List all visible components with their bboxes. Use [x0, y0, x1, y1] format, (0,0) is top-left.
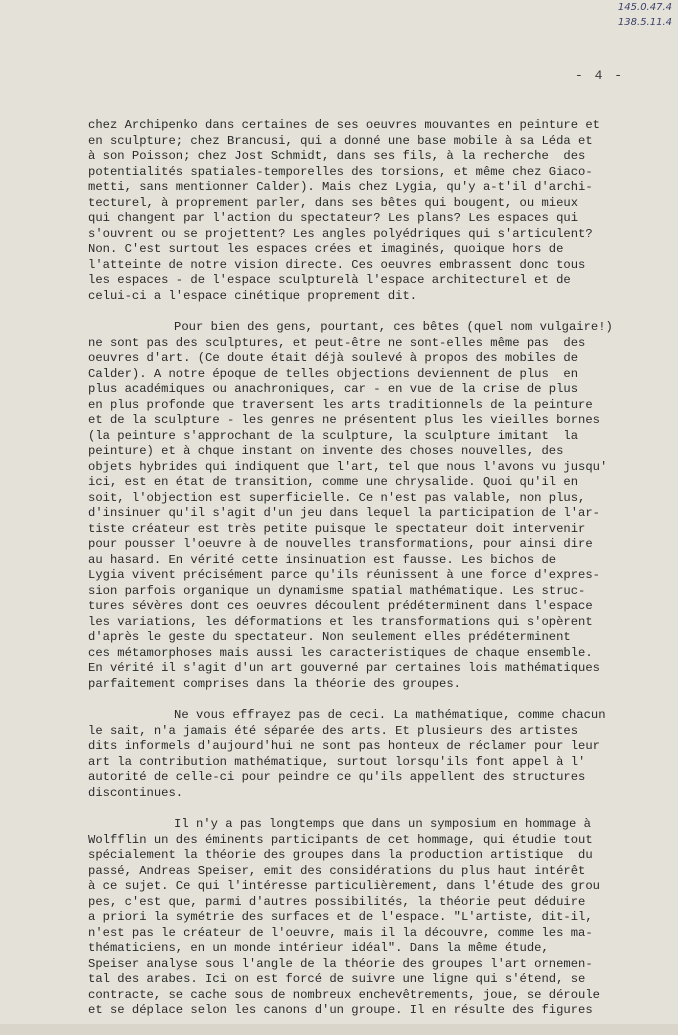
document-body [88, 118, 656, 1035]
archive-ref-line: 145.0.47.4 [617, 2, 672, 13]
text-line: ici, est en état de transition, comme une chrysalide. Quoi qu'il en [88, 475, 579, 489]
text-line: au hasard. En vérité cette insinuation est fausse. Les bichos de [88, 552, 557, 567]
text-line: sion parfois organique un dynamisme spatial mathématique. Les struc- [88, 583, 586, 598]
text-line: Non. C'est surtout les espaces crées et imaginés, quoique hors de [88, 242, 564, 256]
text-line: tiste créateur est très petite puisque le spectateur doit intervenir [88, 521, 586, 536]
text-line: pes, c'est que, parmi d'autres possibilités, la théorie peut déduire [88, 894, 586, 909]
paragraph [88, 817, 656, 1019]
page-number: - 4 - [575, 68, 625, 83]
text-line: peinture) et à chque instant on invente des choses nouvelles, des [88, 444, 564, 458]
paragraph [88, 118, 656, 304]
text-line: en plus profonde que traversent les arts traditionnels de la peinture [88, 397, 593, 412]
text-line: tecturel, à proprement parler, dans ses bêtes qui bougent, ou mieux [88, 195, 579, 210]
text-line: ces métamorphoses mais aussi les caracteristiques de chaque ensemble. [88, 645, 593, 660]
text-line: art la contribution mathématique, surtout lorsqu'ils font appel à l' [88, 754, 586, 769]
text-line: les espaces - de l'espace sculpturelà l'espace architecturel et de [88, 273, 571, 287]
text-line: Il n'y a pas longtemps que dans un symposium en hommage à [174, 817, 591, 831]
text-line: et de la sculpture - les genres ne présentent plus les vieilles bornes [88, 413, 600, 427]
text-line: n'est pas le créateur de l'oeuvre, mais il la découvre, comme les ma- [88, 925, 593, 940]
text-line: s'ouvrent ou se projettent? Les angles polyédriques qui s'articulent? [88, 226, 593, 241]
text-line: Speiser analyse sous l'angle de la théorie des groupes l'art ornemen- [88, 956, 593, 971]
text-line: d'insinuer qu'il s'agit d'un jeu dans lequel la participation de l'ar- [88, 506, 600, 520]
text-line: a priori la symétrie des surfaces et de l'espace. "L'artiste, dit-il, [88, 910, 593, 924]
text-line: thématiciens, en un monde intérieur idéal". Dans la même étude, [88, 941, 549, 955]
text-line: (la peinture s'approchant de la sculpture, la sculpture imitant la [88, 428, 579, 443]
text-line: à ce sujet. Ce qui l'intéresse particulièrement, dans l'étude des grou [88, 879, 600, 893]
text-line: spécialement la théorie des groupes dans la production artistique du [88, 848, 593, 862]
text-line: contracte, se cache sous de nombreux enchevêtrements, joue, se déroule [88, 987, 600, 1002]
text-line: discontinues. [88, 785, 184, 800]
text-line: objets hybrides qui indiquent que l'art, tel que nous l'avons vu jusqu' [88, 459, 608, 474]
text-line: en sculpture; chez Brancusi, qui a donné une base mobile à sa Léda et [88, 133, 593, 148]
text-line: Pour bien des gens, pourtant, ces bêtes (quel nom vulgaire!) [174, 320, 613, 334]
text-line: potentialités spatiales-temporelles des torsions, et même chez Giaco- [88, 164, 593, 179]
text-line: chez Archipenko dans certaines de ses oeuvres mouvantes en peinture et [88, 118, 600, 132]
text-line: metti, sans mentionner Calder). Mais chez Lygia, qu'y a-t'il d'archi- [88, 180, 593, 194]
text-line: soit, l'objection est superficielle. Ce n'est pas valable, non plus, [88, 490, 586, 505]
text-line: En vérité il s'agit d'un art gouverné par certaines lois mathématiques [88, 661, 600, 675]
text-line: celui-ci a l'espace cinétique proprement dit. [88, 288, 418, 303]
paragraph [88, 320, 656, 692]
text-line: à son Poisson; chez Jost Schmidt, dans ses fils, à la recherche des [88, 149, 586, 163]
text-line: Wolfflin un des éminents participants de cet hommage, qui étudie tout [88, 832, 593, 847]
text-line: Lygia vivent précisément parce qu'ils réunissent à une force d'expres- [88, 568, 600, 582]
text-line: Ne vous effrayez pas de ceci. La mathématique, comme chacun [174, 708, 606, 722]
text-line: oeuvres d'art. (Ce doute était déjà soulevé à propos des mobiles de [88, 351, 579, 365]
text-line: passé, Andreas Speiser, emit des considérations du plus haut intérêt [88, 863, 586, 878]
text-line: autorité de celle-ci pour peindre ce qu'ils appellent des structures [88, 770, 586, 784]
text-line: qui changent par l'action du spectateur? Les plans? Les espaces qui [88, 211, 579, 225]
text-line: tal des arabes. Ici on est forcé de suivre une ligne qui s'étend, se [88, 972, 586, 986]
text-line: d'après le geste du spectateur. Non seulement elles prédéterminent [88, 630, 571, 644]
paragraph [88, 708, 656, 801]
archive-reference [618, 0, 672, 30]
text-line: ne sont pas des sculptures, et peut-être ne sont-elles même pas des [88, 335, 586, 350]
text-line: Calder). A notre époque de telles objections deviennent de plus en [88, 366, 579, 381]
text-line: dits informels d'aujourd'hui ne sont pas honteux de réclamer pour leur [88, 739, 600, 753]
text-line: pour pousser l'oeuvre à de nouvelles transformations, pour ainsi dire [88, 537, 593, 551]
text-line: les variations, les déformations et les transformations qui s'opèrent [88, 614, 593, 629]
text-line: le sait, n'a jamais été séparée des arts. Et plusieurs des artistes [88, 723, 579, 738]
text-line: l'atteinte de notre vision directe. Ces oeuvres embrassent donc tous [88, 257, 586, 272]
text-line: parfaitement comprises dans la théorie des groupes. [88, 676, 461, 691]
text-line: tures sévères dont ces oeuvres découlent prédéterminent dans l'espace [88, 599, 593, 613]
archive-ref-line: 138.5.11.4 [617, 17, 672, 28]
text-line: plus académiques ou anachroniques, car - en vue de la crise de plus [88, 382, 579, 396]
text-line: et se déplace selon les canons d'un groupe. Il en résulte des figures [88, 1003, 593, 1017]
